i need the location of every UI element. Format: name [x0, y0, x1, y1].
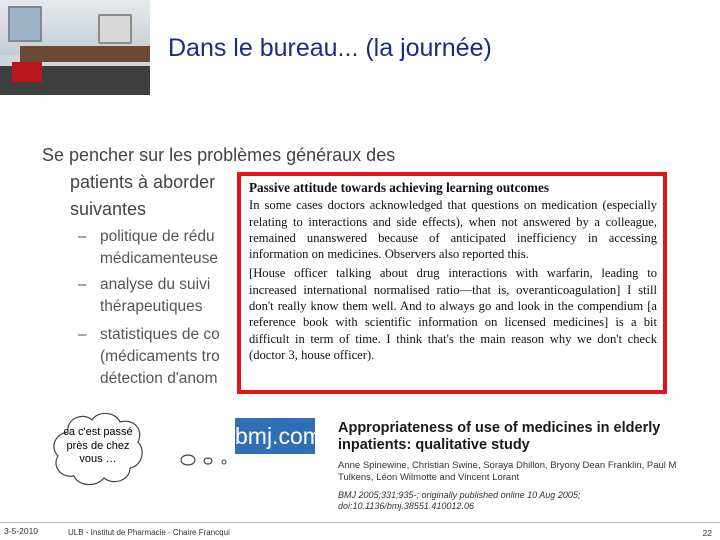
- bullet-line: analyse du suivi: [100, 276, 211, 293]
- bullet-item: [78, 324, 220, 390]
- footer-divider: [0, 522, 720, 523]
- article-reference: [338, 490, 678, 512]
- body-line-1: Se pencher sur les problèmes généraux des: [42, 145, 396, 165]
- footer-institution: ULB - Institut de Pharmacie - Chaire Francqui: [68, 528, 230, 537]
- office-photo: [0, 0, 150, 95]
- slide-title: Dans le bureau... (la journée): [168, 34, 492, 62]
- bullet-line: statistiques de co: [100, 326, 220, 343]
- bullet-dash: –: [78, 228, 87, 245]
- bullet-line: médicamenteuse: [100, 250, 219, 267]
- article-reference-line: BMJ 2005;331;935-; originally published online 10 Aug 2005;: [338, 490, 581, 500]
- bmj-logo: bmj.com: [235, 418, 315, 454]
- photo-shelf: [20, 46, 150, 62]
- quote-paragraph: In some cases doctors acknowledged that questions on medication (especially relating to interactions and side effects), when not answered by a colleague, remained unanswered because of anticipated inefficiency in accessing information on medicines. Observers also reported this.: [249, 198, 657, 262]
- thought-bubble: [50, 410, 146, 488]
- photo-red-box: [12, 62, 42, 82]
- article-citation: [338, 420, 678, 512]
- footer-date: 3-5-2010: [4, 526, 39, 536]
- bullet-dash: –: [78, 326, 87, 343]
- bullet-line: thérapeutiques: [100, 298, 203, 315]
- bullet-item: [78, 226, 218, 270]
- photo-monitor: [98, 14, 132, 44]
- bullet-dash: –: [78, 276, 87, 293]
- bubble-text: ca c'est passé près de chez vous …: [63, 426, 133, 465]
- body-line-3: suivantes: [70, 199, 147, 219]
- article-authors: Anne Spinewine, Christian Swine, Soraya Dhillon, Bryony Dean Franklin, Paul M Tulkens, Léon Wilmotte and Vincent Lorant: [338, 460, 677, 483]
- body-line-2: patients à aborder: [70, 172, 216, 192]
- bullet-line: détection d'anom: [100, 370, 218, 387]
- quote-paragraph: [House officer talking about drug interactions with warfarin, leading to increased international normalised ratio—that is, overanticoagulation] I still don't really know them well. And to always go and look in the compendium [a reference book with scientific information on licensed medicines] is a bit difficult in term of time. I think that's the main reason why we don't check (doctor 3, house officer).: [249, 266, 657, 362]
- article-title: Appropriateness of use of medicines in elderly inpatients: qualitative study: [338, 420, 661, 453]
- article-doi: doi:10.1136/bmj.38551.410012.06: [338, 501, 474, 511]
- bullet-line: politique de rédu: [100, 228, 215, 245]
- bullet-line: (médicaments tro: [100, 348, 220, 365]
- quote-box: [237, 172, 667, 394]
- page-number: 22: [702, 528, 712, 538]
- thought-dots: [180, 450, 240, 470]
- photo-window: [8, 6, 42, 42]
- quote-heading: Passive attitude towards achieving learning outcomes: [249, 180, 549, 195]
- bullet-item: [78, 274, 210, 318]
